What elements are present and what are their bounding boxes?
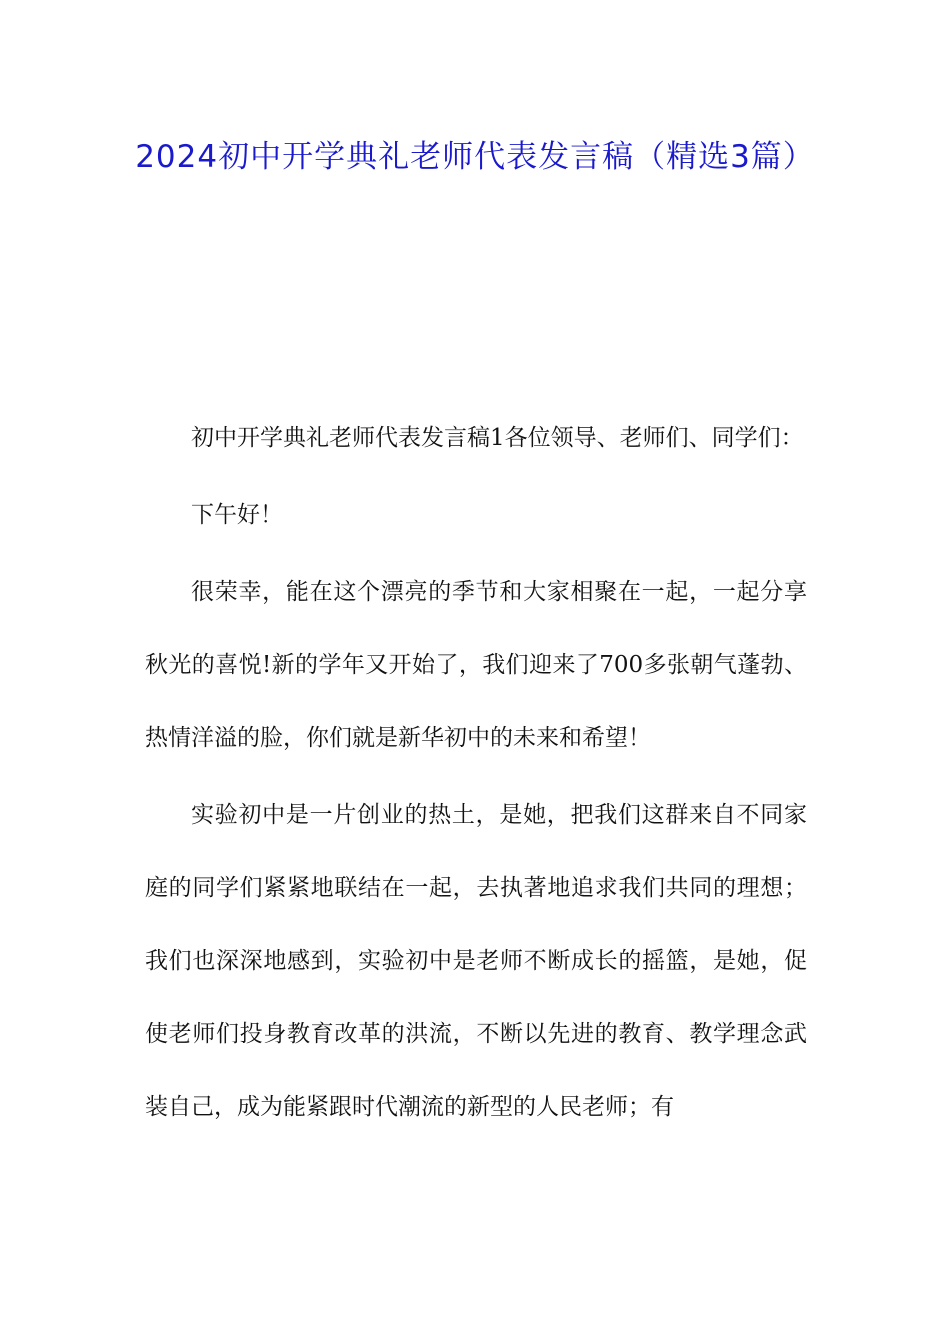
paragraph-good-afternoon: 下午好！ [191, 502, 283, 528]
document-title: 2024初中开学典礼老师代表发言稿（精选3篇） [135, 139, 815, 175]
paragraph-school: 实验初中是一片创业的热土，是她，把我们这群来自不同家庭的同学们紧紧地联结在一起，去执著地追求我们共同的理想；我们也深深地感到，实验初中是老师不断成长的摇篮，是她，促使老师们投身教育改革的洪流，不断以先进的教育、教学理念武装自己，成为能紧跟时代潮流的新型的人民老师；有 [145, 802, 807, 1120]
document-body [145, 402, 807, 1148]
paragraph-greeting: 初中开学典礼老师代表发言稿1各位领导、老师们、同学们： [191, 425, 804, 451]
paragraph-honored: 很荣幸，能在这个漂亮的季节和大家相聚在一起，一起分享秋光的喜悦!新的学年又开始了，我们迎来了700多张朝气蓬勃、热情洋溢的脸，你们就是新华初中的未来和希望！ [145, 579, 807, 751]
